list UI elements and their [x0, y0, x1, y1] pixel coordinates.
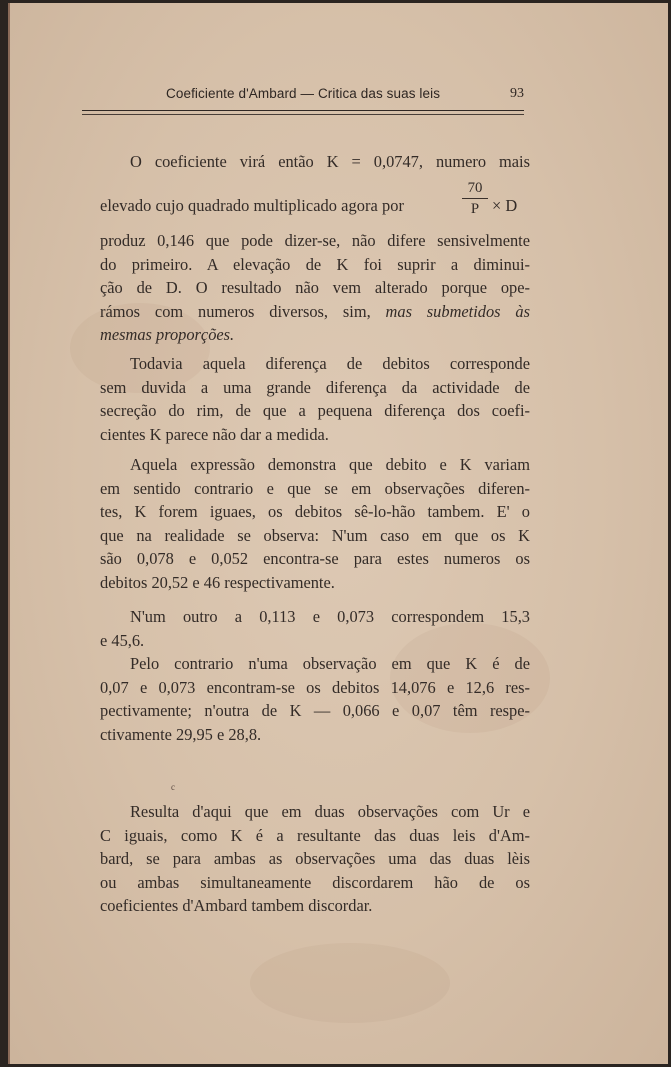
text-line: em sentido contrario e que se em observações diferen-: [100, 478, 530, 498]
paragraph-5: [100, 652, 530, 746]
paragraph-4: [100, 605, 530, 652]
text-line: debitos 20,52 e 46 respectivamente.: [100, 572, 335, 592]
text-line: cientes K parece não dar a medida.: [100, 424, 329, 444]
text-line: N'um outro a 0,113 e 0,073 correspondem 15,3: [130, 607, 530, 626]
text-line: ctivamente 29,95 e 28,8.: [100, 724, 262, 744]
running-header: [0, 86, 671, 108]
formula-tail: × D: [492, 196, 518, 215]
text-line: O coeficiente virá então K = 0,0747, numero mais: [130, 152, 530, 171]
paper-stain: [250, 943, 450, 1023]
fraction-denominator: P: [470, 201, 480, 217]
text-line-mixed: [100, 300, 530, 324]
text-line: secreção do rim, de que a pequena diferença dos coefi-: [100, 401, 530, 421]
text-line: 0,07 e 0,073 encontram-se os debitos 14,076 e 12,6 res-: [100, 677, 530, 697]
fraction: [462, 180, 488, 218]
paragraph-1-first-line: [100, 150, 530, 174]
text-line: Pelo contrario n'uma observação em que K é de: [130, 654, 530, 673]
text-line: Aquela expressão demonstra que debito e K variam: [130, 455, 530, 474]
page-number: 93: [510, 86, 524, 101]
header-rule-secondary: [82, 114, 524, 115]
formula-line: [100, 180, 530, 226]
text-line: ção de D. O resultado não vem alterado porque ope-: [100, 278, 530, 298]
text-line: que na realidade se observa: N'um caso em que os K: [100, 525, 530, 545]
formula-lead-text: elevado cujo quadrado multiplicado agora por: [100, 196, 404, 215]
text-line: e 45,6.: [100, 630, 145, 650]
text-line: são 0,078 e 0,052 encontra-se para estes numeros os: [100, 549, 530, 569]
text-line: coeficientes d'Ambard tambem discordar.: [100, 896, 373, 916]
fraction-numerator: 70: [467, 180, 483, 196]
header-rule: [82, 110, 524, 111]
text-line: C iguais, como K é a resultante das duas leis d'Am-: [100, 825, 530, 845]
running-head-title: Coeficiente d'Ambard — Critica das suas leis: [166, 86, 441, 101]
text-line: pectivamente; n'outra de K — 0,066 e 0,07 têm respe-: [100, 701, 530, 721]
paragraph-3: [100, 453, 530, 595]
paragraph-1-body: [100, 229, 530, 347]
text-line: bard, se para ambas as observações uma das duas lèis: [100, 849, 530, 869]
text-line-italic: mesmas proporções.: [100, 325, 235, 345]
fraction-bar: [462, 198, 488, 199]
paragraph-2: [100, 352, 530, 446]
text-plain: rámos com numeros diversos, sim,: [100, 301, 386, 321]
text-line: ou ambas simultaneamente discordarem hão de os: [100, 872, 530, 892]
text-italic: mas submetidos às: [385, 301, 530, 321]
text-line: tes, K forem iguaes, os debitos sê-lo-hão tambem. E' o: [100, 502, 530, 522]
paragraph-6: [100, 800, 530, 918]
text-line: produz 0,146 que pode dizer-se, não difere sensivelmente: [100, 231, 530, 250]
stray-mark: c: [171, 782, 175, 792]
text-line: Todavia aquela diferença de debitos corresponde: [130, 354, 530, 373]
text-line: sem duvida a uma grande diferença da actividade de: [100, 377, 530, 397]
text-line: do primeiro. A elevação de K foi suprir a diminui-: [100, 254, 530, 274]
text-line: Resulta d'aqui que em duas observações com Ur e: [130, 802, 530, 821]
